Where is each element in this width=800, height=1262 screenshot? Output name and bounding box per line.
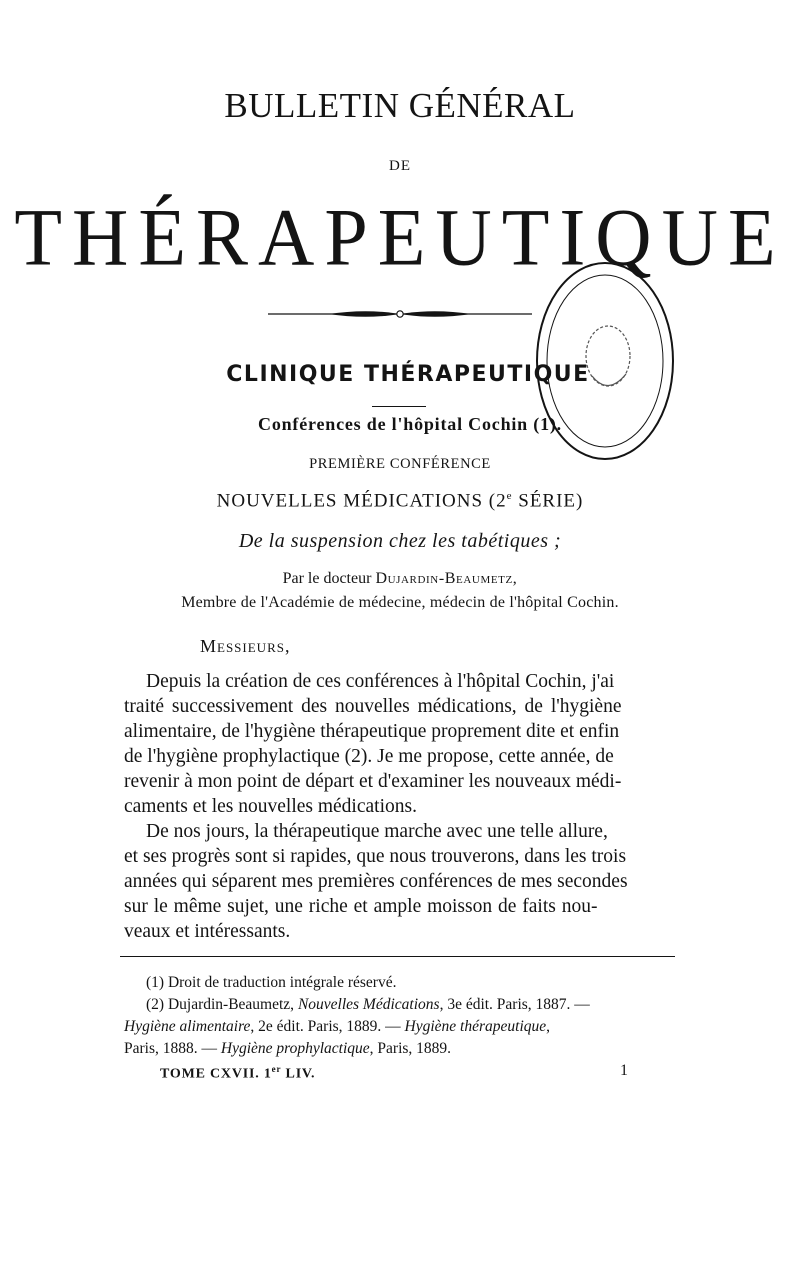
- series-title-text: NOUVELLES MÉDICATIONS (2: [216, 490, 507, 512]
- body-line: revenir à mon point de départ et d'examiner les nouveaux médi-: [124, 771, 622, 792]
- body-line: Depuis la création de ces conférences à l'hôpital Cochin, j'ai: [146, 671, 615, 692]
- body-line: de l'hygiène prophylactique (2). Je me propose, cette année, de: [124, 746, 614, 767]
- fn2-part: , Paris, 1889.: [369, 1040, 452, 1057]
- fn2-part: Paris, 1888. —: [124, 1040, 221, 1057]
- conference-number: PREMIÈRE CONFÉRENCE: [309, 456, 491, 472]
- series-title-end: SÉRIE): [512, 490, 584, 512]
- footnote-divider: [120, 956, 675, 957]
- journal-title-bulletin: BULLETIN GÉNÉRAL: [224, 86, 576, 125]
- body-line: caments et les nouvelles médications.: [124, 796, 417, 817]
- page-number: 1: [620, 1062, 628, 1079]
- author-prefix: Par le docteur: [282, 570, 376, 587]
- volume-signature: [160, 1064, 315, 1083]
- author-role: Membre de l'Académie de médecine, médecin de l'hôpital Cochin.: [181, 594, 619, 611]
- footnote-1: (1) Droit de traduction intégrale réservé.: [146, 974, 397, 991]
- tome-sup: er: [271, 1064, 282, 1074]
- fn2-part: , 3e édit. Paris, 1887. —: [439, 996, 590, 1013]
- journal-title-de: DE: [389, 158, 411, 174]
- footnote-2-line-1: [146, 996, 590, 1014]
- fn2-part: ,: [546, 1018, 551, 1035]
- salutation: Messieurs,: [200, 636, 291, 656]
- body-line: De nos jours, la thérapeutique marche avec une telle allure,: [146, 821, 608, 842]
- body-line: et ses progrès sont si rapides, que nous trouverons, dans les trois: [124, 846, 627, 867]
- lecture-topic: De la suspension chez les tabétiques ;: [238, 530, 562, 552]
- body-line: sur le même sujet, une riche et ample moisson de faits nou-: [124, 896, 598, 917]
- fn2-part: Hygiène prophylactique: [220, 1040, 370, 1057]
- section-divider: [372, 406, 426, 407]
- fn2-part: (2) Dujardin-Beaumetz,: [146, 996, 298, 1013]
- body-line: alimentaire, de l'hygiène thérapeutique proprement dite et enfin: [124, 721, 620, 742]
- article-subtitle: Conférences de l'hôpital Cochin (1).: [258, 414, 562, 434]
- fn2-part: Hygiène alimentaire: [124, 1018, 251, 1035]
- body-line: traité successivement des nouvelles médications, de l'hygiène: [124, 696, 622, 717]
- fn2-part: , 2e édit. Paris, 1889. —: [250, 1018, 405, 1035]
- series-title: [0, 490, 800, 512]
- author-name: Dujardin-Beaumetz,: [375, 570, 518, 587]
- ornamental-rule: [268, 306, 532, 322]
- author-line: [0, 570, 800, 588]
- footnote-2-line-2: [124, 1018, 550, 1036]
- journal-title-therapeutique: THÉRAPEUTIQUE: [14, 190, 786, 283]
- section-heading: CLINIQUE THÉRAPEUTIQUE: [226, 362, 590, 387]
- body-line: veaux et intéressants.: [124, 921, 291, 942]
- tome-text: TOME CXVII. 1: [160, 1066, 272, 1082]
- tome-end: LIV.: [281, 1066, 316, 1082]
- fn2-part: Hygiène thérapeutique: [404, 1018, 547, 1035]
- fn2-part: Nouvelles Médications: [297, 996, 440, 1013]
- footnote-2-line-3: [124, 1040, 451, 1058]
- series-title-sup: e: [506, 490, 513, 502]
- body-line: années qui séparent mes premières conférences de mes secondes: [124, 871, 628, 892]
